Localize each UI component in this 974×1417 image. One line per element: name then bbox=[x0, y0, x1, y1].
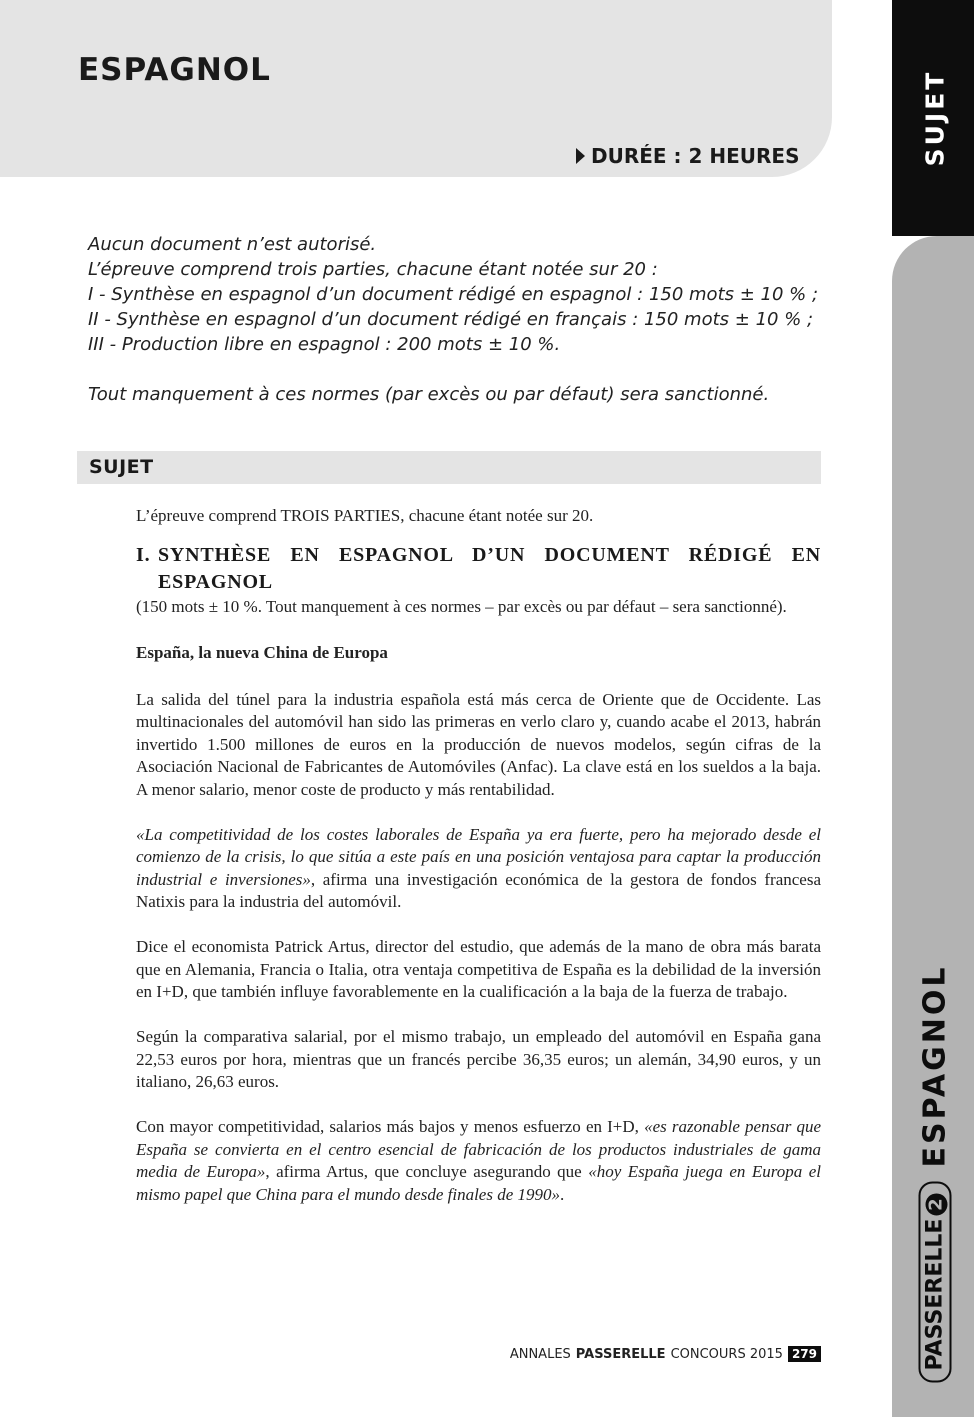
sidebar-sujet-label: SUJET bbox=[920, 69, 950, 167]
quote: «La competitividad de los costes laborales de España ya era fuerte, pero ha mejorado desde el comienzo de la crisis, lo que sitúa a este país en una posición ventajosa para captar la producción industrial e inversiones» bbox=[136, 824, 821, 889]
arrow-right-icon bbox=[576, 148, 585, 164]
logo-text: PASSERELLE bbox=[922, 1218, 948, 1371]
part-title: SYNTHÈSE EN ESPAGNOL D’UN DOCUMENT RÉDIGÉ EN ESPAGNOL bbox=[158, 543, 821, 593]
passerelle-logo bbox=[919, 1182, 952, 1383]
instruction-line: L’épreuve comprend trois parties, chacune étant notée sur 20 : bbox=[88, 259, 658, 280]
paragraph: Dice el economista Patrick Artus, director del estudio, que además de la mano de obra más barata que en Alemania, Francia o Italia, otra ventaja competitiva de España es la debilidad de la inversión en I+D, que también influye favorablemente en la cualificación a la baja de la fuerza de trabajo. bbox=[136, 937, 821, 1001]
sidebar-subject-label: ESPAGNOL bbox=[917, 964, 953, 1168]
duration-label bbox=[576, 144, 799, 168]
section-header bbox=[77, 451, 821, 484]
instruction-line: III - Production libre en espagnol : 200 mots ± 10 %. bbox=[88, 334, 561, 355]
section-intro: L’épreuve comprend TROIS PARTIES, chacune étant notée sur 20. bbox=[136, 506, 594, 525]
page-title: ESPAGNOL bbox=[78, 52, 271, 88]
instruction-line: II - Synthèse en espagnol d’un document rédigé en français : 150 mots ± 10 % ; bbox=[88, 309, 814, 330]
part-note: (150 mots ± 10 %. Tout manquement à ces normes – par excès ou par défaut – sera sanctionné). bbox=[136, 596, 787, 616]
footer-suffix: CONCOURS 2015 bbox=[670, 1346, 783, 1362]
part-heading bbox=[136, 542, 821, 596]
paragraph: Con mayor competitividad, salarios más bajos y menos esfuerzo en I+D, «es razonable pensar que España se convierta en el centro esencial de fabricación de los productos industriales de gama media de Europa», afirma Artus, que concluye asegurando que «hoy España juega en Europa el mismo papel que China para el mundo desde finales de 1990». bbox=[136, 1117, 821, 1204]
paragraph: Según la comparativa salarial, por el mismo trabajo, un empleado del automóvil en España gana 22,53 euros por hora, mientras que un francés percibe 36,35 euros; un alemán, 34,90 euros, y un italiano, 26,63 euros. bbox=[136, 1027, 821, 1091]
footer-brand: PASSERELLE bbox=[575, 1346, 666, 1362]
exam-instructions bbox=[88, 232, 828, 407]
instruction-warning: Tout manquement à ces normes (par excès ou par défaut) sera sanctionné. bbox=[88, 384, 770, 405]
part-number: I. bbox=[136, 543, 151, 566]
page-footer bbox=[510, 1346, 821, 1362]
document-title: España, la nueva China de Europa bbox=[136, 643, 388, 662]
quote: «hoy España juega en Europa el mismo papel que China para el mundo desde finales de 1990» bbox=[136, 1162, 821, 1204]
section-title: SUJET bbox=[89, 456, 154, 478]
logo-number: 2 bbox=[926, 1194, 948, 1216]
paragraph: La salida del túnel para la industria española está más cerca de Oriente que de Occidente. Las multinacionales del automóvil han sido las primeras en verlo claro y, cuando acabe el 2013, habrán invertido 1.500 millones de euros en la producción de nuevos modelos, según cifras de la Asociación Nacional de Fabricantes de Automóviles (Anfac). La clave está en los sueldos a la baja. A menor salario, menor coste de producto y más rentabilidad. bbox=[136, 689, 821, 799]
instruction-line: Aucun document n’est autorisé. bbox=[88, 234, 377, 255]
footer-prefix: ANNALES bbox=[509, 1346, 571, 1362]
paragraph: «La competitividad de los costes laborales de España ya era fuerte, pero ha mejorado desde el comienzo de la crisis, lo que sitúa a este país en una posición ventajosa para captar la producción industrial e inversiones», afirma una investigación económica de la gestora de fondos francesa Natixis para la industria del automóvil. bbox=[136, 824, 821, 911]
duration-text: DURÉE : 2 HEURES bbox=[591, 144, 800, 168]
exam-body bbox=[136, 505, 821, 1229]
instruction-line: I - Synthèse en espagnol d’un document rédigé en espagnol : 150 mots ± 10 % ; bbox=[88, 284, 819, 305]
quote: «es razonable pensar que España se convierta en el centro esencial de fabricación de los productos industriales de gama media de Europa» bbox=[136, 1117, 821, 1181]
page-number: 279 bbox=[788, 1346, 821, 1362]
